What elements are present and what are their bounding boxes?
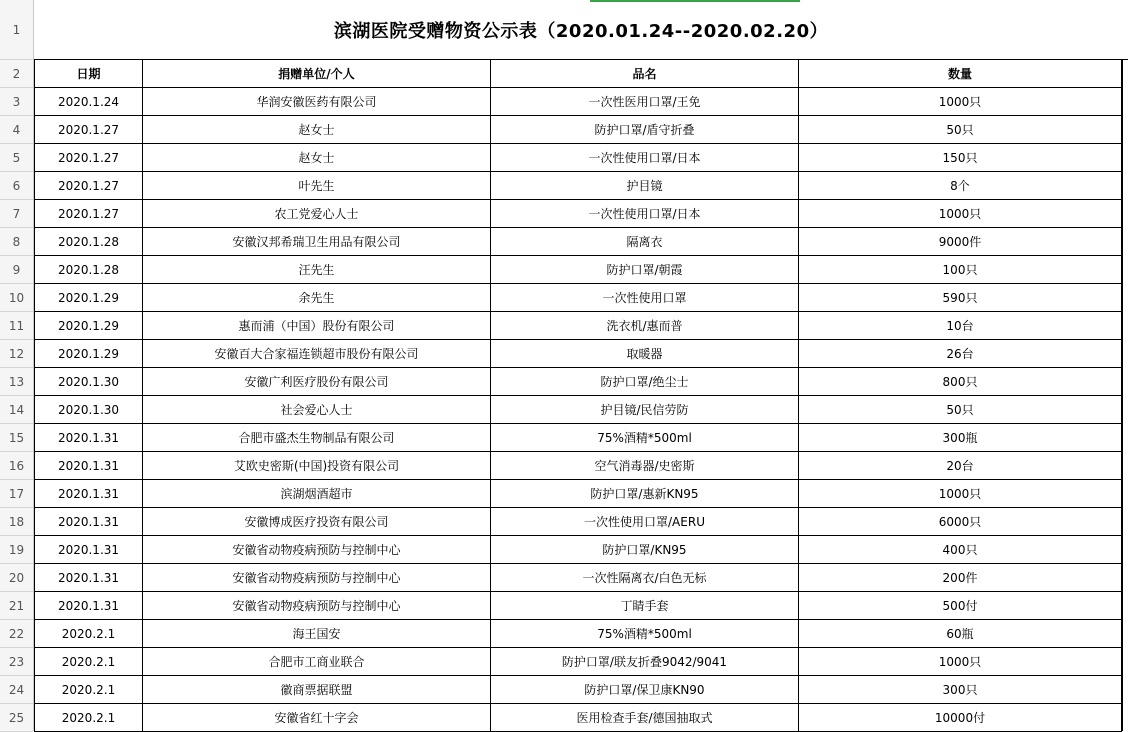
cell-date[interactable]: 2020.1.27 xyxy=(34,172,143,200)
cell-quantity[interactable]: 8个 xyxy=(799,172,1122,200)
cell-date[interactable]: 2020.1.29 xyxy=(34,340,143,368)
cell-date[interactable]: 2020.2.1 xyxy=(34,620,143,648)
cell-donor[interactable]: 汪先生 xyxy=(143,256,491,284)
cell-quantity[interactable]: 1000只 xyxy=(799,648,1122,676)
cell-date[interactable]: 2020.1.31 xyxy=(34,424,143,452)
cell-date[interactable]: 2020.2.1 xyxy=(34,704,143,732)
cell-item[interactable]: 防护口罩/朝霞 xyxy=(491,256,799,284)
row-number[interactable]: 24 xyxy=(0,676,33,704)
cell-item[interactable]: 75%酒精*500ml xyxy=(491,620,799,648)
cell-donor[interactable]: 叶先生 xyxy=(143,172,491,200)
row-number[interactable]: 14 xyxy=(0,396,33,424)
cell-donor[interactable]: 惠而浦（中国）股份有限公司 xyxy=(143,312,491,340)
cell-donor[interactable]: 安徽广利医疗股份有限公司 xyxy=(143,368,491,396)
cell-quantity[interactable]: 20台 xyxy=(799,452,1122,480)
row-number[interactable]: 17 xyxy=(0,480,33,508)
cell-quantity[interactable]: 1000只 xyxy=(799,480,1122,508)
cell-date[interactable]: 2020.1.31 xyxy=(34,564,143,592)
cell-donor[interactable]: 合肥市盛杰生物制品有限公司 xyxy=(143,424,491,452)
cell-date[interactable]: 2020.1.31 xyxy=(34,592,143,620)
cell-date[interactable]: 2020.1.29 xyxy=(34,312,143,340)
cell-donor[interactable]: 社会爱心人士 xyxy=(143,396,491,424)
cell-item[interactable]: 丁睛手套 xyxy=(491,592,799,620)
cell-item[interactable]: 防护口罩/绝尘士 xyxy=(491,368,799,396)
cell-date[interactable]: 2020.1.24 xyxy=(34,88,143,116)
cell-donor[interactable]: 华润安徽医药有限公司 xyxy=(143,88,491,116)
cell-donor[interactable]: 安徽省红十字会 xyxy=(143,704,491,732)
cell-date[interactable]: 2020.1.27 xyxy=(34,144,143,172)
cell-quantity[interactable]: 500付 xyxy=(799,592,1122,620)
row-number[interactable]: 1 xyxy=(0,0,33,60)
cell-item[interactable]: 护目镜/民信劳防 xyxy=(491,396,799,424)
cell-date[interactable]: 2020.1.31 xyxy=(34,536,143,564)
row-number[interactable]: 19 xyxy=(0,536,33,564)
grid-right-border xyxy=(1122,60,1123,731)
cell-quantity[interactable]: 590只 xyxy=(799,284,1122,312)
cell-date[interactable]: 2020.1.27 xyxy=(34,200,143,228)
row-number[interactable]: 3 xyxy=(0,88,33,116)
cell-date[interactable]: 2020.1.29 xyxy=(34,284,143,312)
cell-quantity[interactable]: 10000付 xyxy=(799,704,1122,732)
cell-quantity[interactable]: 9000件 xyxy=(799,228,1122,256)
cell-date[interactable]: 2020.2.1 xyxy=(34,676,143,704)
cell-date[interactable]: 2020.1.28 xyxy=(34,256,143,284)
row-number[interactable]: 21 xyxy=(0,592,33,620)
row-number[interactable]: 7 xyxy=(0,200,33,228)
row-number[interactable]: 5 xyxy=(0,144,33,172)
cell-quantity[interactable]: 6000只 xyxy=(799,508,1122,536)
cell-donor[interactable]: 余先生 xyxy=(143,284,491,312)
row-number[interactable]: 12 xyxy=(0,340,33,368)
cell-quantity[interactable]: 400只 xyxy=(799,536,1122,564)
cell-item[interactable]: 一次性使用口罩 xyxy=(491,284,799,312)
sheet-title[interactable]: 滨湖医院受赠物资公示表（2020.01.24--2020.02.20） xyxy=(34,0,1128,60)
cell-quantity[interactable]: 150只 xyxy=(799,144,1122,172)
cell-item[interactable]: 空气消毒器/史密斯 xyxy=(491,452,799,480)
cell-donor[interactable]: 合肥市工商业联合 xyxy=(143,648,491,676)
cell-item[interactable]: 护目镜 xyxy=(491,172,799,200)
header-donor[interactable]: 捐赠单位/个人 xyxy=(143,60,491,88)
cell-item[interactable]: 一次性隔离衣/白色无标 xyxy=(491,564,799,592)
cell-quantity[interactable]: 26台 xyxy=(799,340,1122,368)
cell-donor[interactable]: 农工党爱心人士 xyxy=(143,200,491,228)
cell-item[interactable]: 防护口罩/惠新KN95 xyxy=(491,480,799,508)
cell-donor[interactable]: 安徽百大合家福连锁超市股份有限公司 xyxy=(143,340,491,368)
cell-quantity[interactable]: 50只 xyxy=(799,396,1122,424)
cell-item[interactable]: 防护口罩/联友折叠9042/9041 xyxy=(491,648,799,676)
cell-item[interactable]: 75%酒精*500ml xyxy=(491,424,799,452)
row-number[interactable]: 23 xyxy=(0,648,33,676)
cell-quantity[interactable]: 800只 xyxy=(799,368,1122,396)
row-number[interactable]: 4 xyxy=(0,116,33,144)
cell-date[interactable]: 2020.2.1 xyxy=(34,648,143,676)
row-number[interactable]: 18 xyxy=(0,508,33,536)
header-date[interactable]: 日期 xyxy=(34,60,143,88)
cell-date[interactable]: 2020.1.31 xyxy=(34,480,143,508)
cell-donor[interactable]: 徽商票据联盟 xyxy=(143,676,491,704)
row-number[interactable]: 16 xyxy=(0,452,33,480)
row-number[interactable]: 8 xyxy=(0,228,33,256)
row-number[interactable]: 25 xyxy=(0,704,33,732)
cell-quantity[interactable]: 300只 xyxy=(799,676,1122,704)
cell-donor[interactable]: 滨湖烟酒超市 xyxy=(143,480,491,508)
cell-item[interactable]: 取暖器 xyxy=(491,340,799,368)
row-number[interactable]: 13 xyxy=(0,368,33,396)
row-number[interactable]: 20 xyxy=(0,564,33,592)
header-quantity[interactable]: 数量 xyxy=(799,60,1122,88)
cell-item[interactable]: 洗衣机/惠而普 xyxy=(491,312,799,340)
row-number[interactable]: 10 xyxy=(0,284,33,312)
cell-quantity[interactable]: 50只 xyxy=(799,116,1122,144)
cell-donor[interactable]: 安徽汉邦希瑞卫生用品有限公司 xyxy=(143,228,491,256)
cell-item[interactable]: 一次性医用口罩/王免 xyxy=(491,88,799,116)
cell-date[interactable]: 2020.1.30 xyxy=(34,396,143,424)
cell-donor[interactable]: 海王国安 xyxy=(143,620,491,648)
cell-item[interactable]: 防护口罩/KN95 xyxy=(491,536,799,564)
row-number[interactable]: 15 xyxy=(0,424,33,452)
cell-donor[interactable]: 艾欧史密斯(中国)投资有限公司 xyxy=(143,452,491,480)
cell-item[interactable]: 防护口罩/保卫康KN90 xyxy=(491,676,799,704)
cell-donor[interactable]: 安徽省动物疫病预防与控制中心 xyxy=(143,592,491,620)
cell-quantity[interactable]: 1000只 xyxy=(799,88,1122,116)
cell-quantity[interactable]: 1000只 xyxy=(799,200,1122,228)
cell-quantity[interactable]: 300瓶 xyxy=(799,424,1122,452)
cell-date[interactable]: 2020.1.27 xyxy=(34,116,143,144)
row-number[interactable]: 9 xyxy=(0,256,33,284)
cell-date[interactable]: 2020.1.30 xyxy=(34,368,143,396)
cell-item[interactable]: 一次性使用口罩/日本 xyxy=(491,144,799,172)
row-number[interactable]: 22 xyxy=(0,620,33,648)
cell-donor[interactable]: 安徽博成医疗投资有限公司 xyxy=(143,508,491,536)
row-number[interactable]: 2 xyxy=(0,60,33,88)
cell-donor[interactable]: 安徽省动物疫病预防与控制中心 xyxy=(143,564,491,592)
row-number[interactable]: 11 xyxy=(0,312,33,340)
cell-item[interactable]: 一次性使用口罩/日本 xyxy=(491,200,799,228)
row-number[interactable]: 6 xyxy=(0,172,33,200)
cell-donor[interactable]: 安徽省动物疫病预防与控制中心 xyxy=(143,536,491,564)
cell-item[interactable]: 隔离衣 xyxy=(491,228,799,256)
cell-item[interactable]: 一次性使用口罩/AERU xyxy=(491,508,799,536)
cell-date[interactable]: 2020.1.28 xyxy=(34,228,143,256)
cell-quantity[interactable]: 60瓶 xyxy=(799,620,1122,648)
cell-quantity[interactable]: 200件 xyxy=(799,564,1122,592)
cell-date[interactable]: 2020.1.31 xyxy=(34,508,143,536)
cell-donor[interactable]: 赵女士 xyxy=(143,144,491,172)
cell-quantity[interactable]: 10台 xyxy=(799,312,1122,340)
row-number-column xyxy=(0,0,34,731)
cell-item[interactable]: 防护口罩/盾守折叠 xyxy=(491,116,799,144)
cell-donor[interactable]: 赵女士 xyxy=(143,116,491,144)
cell-quantity[interactable]: 100只 xyxy=(799,256,1122,284)
cell-date[interactable]: 2020.1.31 xyxy=(34,452,143,480)
cell-item[interactable]: 医用检查手套/德国抽取式 xyxy=(491,704,799,732)
header-item[interactable]: 品名 xyxy=(491,60,799,88)
